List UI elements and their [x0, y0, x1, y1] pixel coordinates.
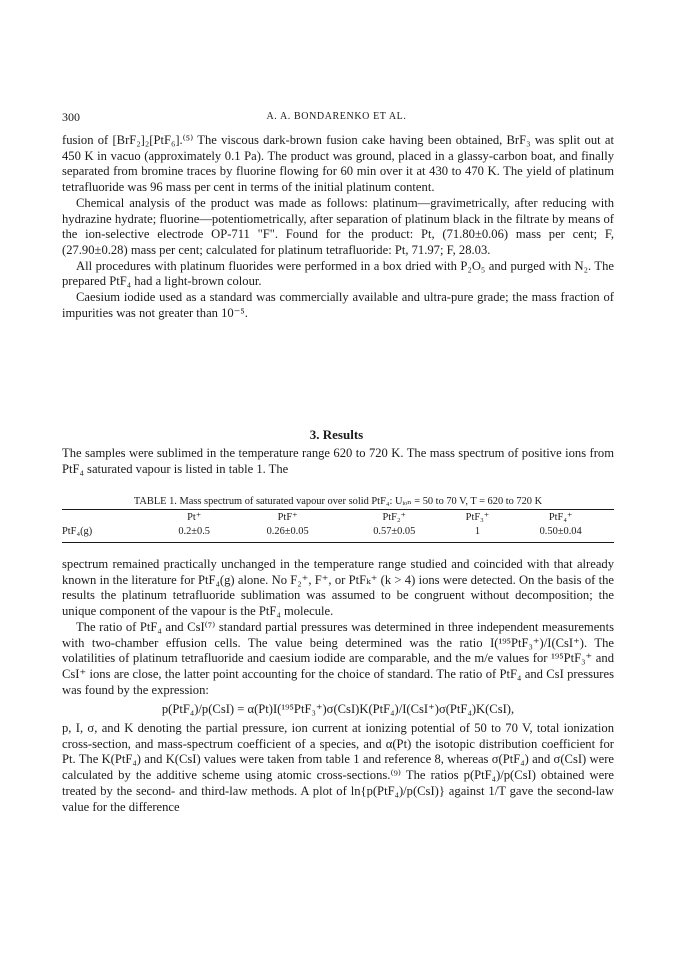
column-header: PtF⁺ — [277, 512, 298, 523]
table-cell: 0.50±0.04 — [539, 526, 582, 537]
table-row — [62, 525, 614, 539]
paragraph: All procedures with platinum fluorides were performed in a box dried with P₂O₅ and purged with N₂. The prepared PtF₄ had a light-brown colour. — [62, 258, 614, 289]
paragraph: Chemical analysis of the product was made as follows: platinum—gravimetrically, after reducing with hydrazine hydrate; fluorine—potentiometrically, after separation of platinum black in the filtrate by means of the ion-selective electrode OP-711 "F". Found for the product: Pt, (71.80±0.06) mass per cent; F, (27.90±0.28) mass per cent; calculated for platinum tetrafluoride: Pt, 71.97; F, 28.03. — [62, 195, 614, 257]
table-cell: 0.57±0.05 — [373, 526, 416, 537]
paragraph: The samples were sublimed in the temperature range 620 to 720 K. The mass spectrum of positive ions from PtF₄ saturated vapour is listed in table 1. The — [62, 446, 614, 476]
results-body — [62, 557, 614, 815]
results-intro — [62, 446, 614, 477]
table-bottom-rule — [62, 542, 614, 543]
paragraph: The ratio of PtF₄ and CsI⁽⁷⁾ standard partial pressures was determined in three independent measurements with two-chamber effusion cells. The value being determined was the ratio I(¹⁹⁵PtF₃⁺)/I(CsI⁺). The volatilities of platinum tetrafluoride and caesium iodide are comparable, and the m/e values for ¹⁹⁵PtF₃⁺ and CsI⁺ ions are close, the latter point accounting for the choice of standard. The ratio of PtF₄ and CsI pressures was found by the expression: — [62, 619, 614, 697]
paragraph: Caesium iodide used as a standard was commercially available and ultra-pure grade; the mass fraction of impurities was not greater than 10⁻⁵. — [62, 290, 614, 320]
row-label: PtF₄(g) — [62, 526, 93, 537]
paragraph: spectrum remained practically unchanged in the temperature range studied and coincided with that already known in the literature for PtF₄(g) alone. No F₂⁺, F⁺, or PtFₖ⁺ (k > 4) ions were detected. On the basis of the results the platinum tetrafluoride sublimation was assumed to be congruent without decomposition; the unique component of the vapour is the PtF₄ molecule. — [62, 557, 614, 619]
column-header: PtF₄⁺ — [548, 512, 573, 523]
page-number: 300 — [62, 110, 80, 124]
paragraph: fusion of [BrF₂]₂[PtF₆].⁽⁵⁾ The viscous dark-brown fusion cake having been obtained, BrF₃ was split out at 450 K in vacuo (approximately 0.1 Pa). The product was ground, placed in a glassy-carbon boat, and finally separated from bromine traces by fluorine flowing for 60 min over it at 430 to 470 K. The yield of platinum tetrafluoride was 96 mass per cent in terms of the initial platinum content. — [62, 133, 614, 195]
table-top-rule — [62, 509, 614, 510]
column-header: PtF₂⁺ — [382, 512, 407, 523]
table-caption: TABLE 1. Mass spectrum of saturated vapour over solid PtF₄: Uᵢₒₙ = 50 to 70 V, T = 620 to 720 K — [133, 496, 543, 507]
paragraph: p, I, σ, and K denoting the partial pressure, ion current at ionizing potential of 50 to 70 V, total ionization cross-section, and mass-spectrum coefficient of a species, and α(Pt) the isotopic distribution coefficient for Pt. The K(PtF₄) and K(CsI) values were taken from table 1 and reference 8, whereas σ(PtF₄) and σ(CsI) were calculated by the additive scheme using atomic cross-sections.⁽⁹⁾ The ratios p(PtF₄)/p(CsI) obtained were treated by the second- and third-law methods. A plot of ln{p(PtF₄)/p(CsI)} against 1/T gave the second-law value for the difference — [62, 721, 614, 814]
table-corner-cell — [62, 511, 154, 525]
section-heading: 3. Results — [309, 427, 364, 442]
running-head: A. A. BONDARENKO ET AL. — [266, 111, 407, 122]
table-cell: 1 — [474, 526, 481, 537]
table-cell: 0.2±0.5 — [178, 526, 210, 537]
mass-spectrum-table — [62, 511, 614, 539]
pressure-ratio-formula: p(PtF₄)/p(CsI) = α(Pt)I(¹⁹⁵PtF₃⁺)σ(CsI)K(PtF₄)/I(CsI⁺)σ(PtF₄)K(CsI), — [161, 702, 515, 717]
methods-text — [62, 133, 614, 321]
column-header: PtF₃⁺ — [465, 512, 490, 523]
column-header: Pt⁺ — [187, 512, 202, 523]
table-cell: 0.26±0.05 — [266, 526, 309, 537]
table-header-row — [62, 511, 614, 525]
